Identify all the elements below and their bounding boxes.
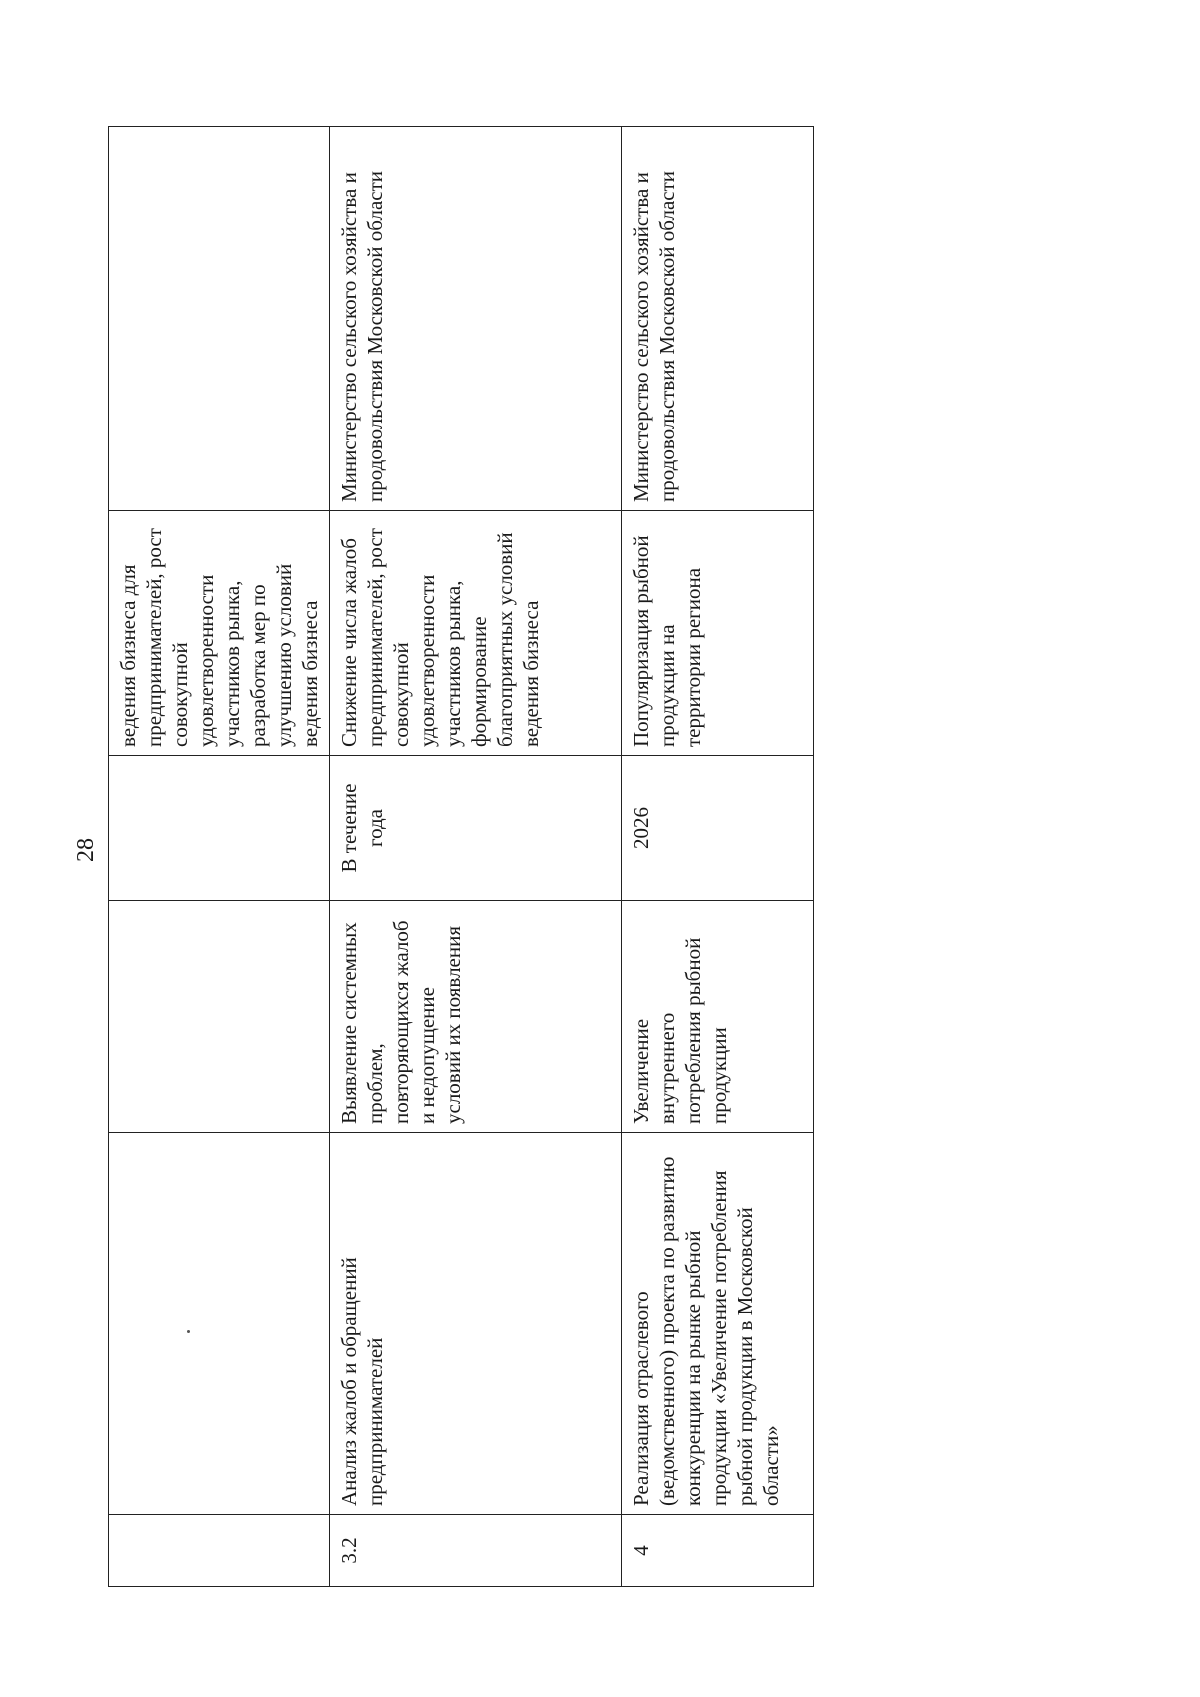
table-row — [330, 127, 622, 1587]
page-number: 28 — [73, 838, 99, 862]
cell-event: Анализ жалоб и обращений предпринимателей — [330, 1133, 622, 1515]
cell-deadline — [109, 756, 330, 901]
cell-result: ведения бизнеса для предпринимателей, рост совокупной удовлетворенности участников рынка, разработка мер по улучшению условий ведения бизнеса — [109, 511, 330, 756]
measures-table — [108, 126, 814, 1587]
table-row — [109, 127, 330, 1587]
cell-responsible: Министерство сельского хозяйства и продовольствия Московской области — [622, 127, 814, 511]
cell-event: Реализация отраслевого (ведомственного) проекта по развитию конкуренции на рынке рыбной продукции «Увеличение потребления рыбной продукции в Московской области» — [622, 1133, 814, 1515]
cell-content — [109, 901, 330, 1133]
table-wrapper — [108, 127, 808, 1587]
rotated-table-frame — [108, 127, 808, 1587]
cell-event — [109, 1133, 330, 1515]
cell-result: Популяризация рыбной продукции на территории региона — [622, 511, 814, 756]
cell-deadline: 2026 — [622, 756, 814, 901]
cell-deadline: В течение года — [330, 756, 622, 901]
table-row — [622, 127, 814, 1587]
cell-content: Выявление системных проблем, повторяющихся жалоб и недопущение условий их появления — [330, 901, 622, 1133]
cell-number — [109, 1515, 330, 1587]
cell-content: Увеличение внутреннего потребления рыбной продукции — [622, 901, 814, 1133]
cell-responsible — [109, 127, 330, 511]
cell-result: Снижение числа жалоб предпринимателей, рост совокупной удовлетворенности участников рынка, формирование благоприятных условий ведения бизнеса — [330, 511, 622, 756]
cell-number: 4 — [622, 1515, 814, 1587]
cell-responsible: Министерство сельского хозяйства и продовольствия Московской области — [330, 127, 622, 511]
cell-number: 3.2 — [330, 1515, 622, 1587]
